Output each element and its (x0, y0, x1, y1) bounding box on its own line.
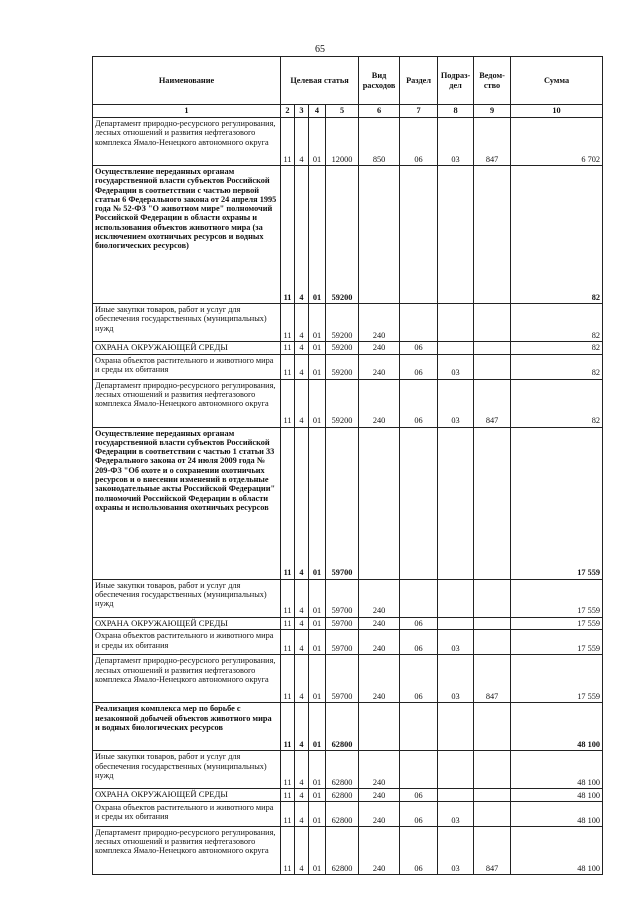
row-name: Департамент природно-ресурсного регулирования, лесных отношений и развития нефтегазового комплекса Ямало-Ненецкого автономного округа (93, 118, 281, 166)
target-article-part-1: 11 (281, 579, 295, 617)
column-number: 8 (438, 105, 474, 118)
target-article-part-1: 11 (281, 166, 295, 304)
target-article-part-2: 4 (295, 166, 309, 304)
subsection-cell: 03 (438, 118, 474, 166)
target-article-part-2: 4 (295, 342, 309, 355)
row-name: Департамент природно-ресурсного регулирования, лесных отношений и развития нефтегазового комплекса Ямало-Ненецкого автономного округа (93, 655, 281, 703)
section-cell: 06 (400, 801, 438, 826)
table-row (93, 427, 603, 579)
expense-type-cell: 240 (359, 655, 400, 703)
section-cell: 06 (400, 630, 438, 655)
section-cell (400, 427, 438, 579)
expense-type-cell: 240 (359, 826, 400, 874)
expense-type-cell: 240 (359, 342, 400, 355)
target-article-code: 59200 (326, 304, 359, 342)
row-name: Иные закупки товаров, работ и услуг для обеспечения государственных (муниципальных) нужд (93, 579, 281, 617)
table-row (93, 166, 603, 304)
header-name: Наименование (93, 57, 281, 105)
row-name: Осуществление переданных органам государственной власти субъектов Российской Федерации в соответствии с частью первой статьи 6 Федерального закона от 24 апреля 1995 года № 52-ФЗ "О животном мире" полномочий Российской Федерации в области охраны и использования объектов животного мира (за исключением охотничьих ресурсов и водных биологических ресурсов) (93, 166, 281, 304)
amount-cell: 17 559 (511, 617, 603, 630)
row-name: ОХРАНА ОКРУЖАЮЩЕЙ СРЕДЫ (93, 617, 281, 630)
subsection-cell (438, 617, 474, 630)
target-article-part-3: 01 (309, 342, 326, 355)
table-row (93, 826, 603, 874)
target-article-part-3: 01 (309, 751, 326, 789)
expense-type-cell: 240 (359, 379, 400, 427)
expense-type-cell: 240 (359, 751, 400, 789)
row-name: Департамент природно-ресурсного регулирования, лесных отношений и развития нефтегазового комплекса Ямало-Ненецкого автономного округа (93, 379, 281, 427)
department-cell (474, 427, 511, 579)
amount-cell: 48 100 (511, 751, 603, 789)
column-number: 1 (93, 105, 281, 118)
subsection-cell (438, 166, 474, 304)
target-article-code: 59200 (326, 354, 359, 379)
header-department: Ведом-ство (474, 57, 511, 105)
table-row (93, 342, 603, 355)
column-number: 7 (400, 105, 438, 118)
expense-type-cell: 240 (359, 304, 400, 342)
amount-cell: 82 (511, 354, 603, 379)
target-article-part-2: 4 (295, 304, 309, 342)
department-cell (474, 579, 511, 617)
column-number: 10 (511, 105, 603, 118)
target-article-code: 12000 (326, 118, 359, 166)
column-number: 3 (295, 105, 309, 118)
amount-cell: 48 100 (511, 826, 603, 874)
target-article-part-1: 11 (281, 342, 295, 355)
table-row (93, 655, 603, 703)
target-article-part-2: 4 (295, 703, 309, 751)
expense-type-cell: 240 (359, 617, 400, 630)
row-name: Департамент природно-ресурсного регулирования, лесных отношений и развития нефтегазового комплекса Ямало-Ненецкого автономного округа (93, 826, 281, 874)
target-article-part-1: 11 (281, 703, 295, 751)
subsection-cell: 03 (438, 655, 474, 703)
amount-cell: 82 (511, 379, 603, 427)
column-number: 2 (281, 105, 295, 118)
amount-cell: 48 100 (511, 801, 603, 826)
target-article-part-1: 11 (281, 630, 295, 655)
section-cell (400, 751, 438, 789)
table-row (93, 789, 603, 802)
target-article-part-1: 11 (281, 379, 295, 427)
target-article-part-2: 4 (295, 118, 309, 166)
subsection-cell: 03 (438, 354, 474, 379)
department-cell: 847 (474, 655, 511, 703)
department-cell (474, 617, 511, 630)
department-cell (474, 304, 511, 342)
page-number: 65 (315, 44, 325, 55)
target-article-part-3: 01 (309, 166, 326, 304)
subsection-cell (438, 703, 474, 751)
expense-type-cell: 240 (359, 801, 400, 826)
header-expense-type: Вид расходов (359, 57, 400, 105)
department-cell (474, 354, 511, 379)
amount-cell: 82 (511, 342, 603, 355)
section-cell (400, 703, 438, 751)
target-article-code: 59200 (326, 379, 359, 427)
expense-type-cell: 850 (359, 118, 400, 166)
amount-cell: 6 702 (511, 118, 603, 166)
expense-type-cell (359, 166, 400, 304)
section-cell: 06 (400, 826, 438, 874)
table-row (93, 579, 603, 617)
target-article-part-1: 11 (281, 617, 295, 630)
target-article-code: 59200 (326, 342, 359, 355)
target-article-part-3: 01 (309, 617, 326, 630)
subsection-cell (438, 579, 474, 617)
subsection-cell (438, 304, 474, 342)
expense-type-cell (359, 703, 400, 751)
department-cell (474, 166, 511, 304)
section-cell: 06 (400, 789, 438, 802)
table-row (93, 703, 603, 751)
target-article-code: 62800 (326, 826, 359, 874)
amount-cell: 48 100 (511, 703, 603, 751)
row-name: Охрана объектов растительного и животного мира и среды их обитания (93, 354, 281, 379)
target-article-part-1: 11 (281, 655, 295, 703)
subsection-cell (438, 342, 474, 355)
header-amount: Сумма (511, 57, 603, 105)
column-number: 4 (309, 105, 326, 118)
row-name: Иные закупки товаров, работ и услуг для обеспечения государственных (муниципальных) нужд (93, 304, 281, 342)
section-cell (400, 304, 438, 342)
section-cell: 06 (400, 379, 438, 427)
subsection-cell: 03 (438, 630, 474, 655)
target-article-part-2: 4 (295, 579, 309, 617)
column-number: 6 (359, 105, 400, 118)
target-article-part-3: 01 (309, 826, 326, 874)
department-cell (474, 789, 511, 802)
target-article-part-2: 4 (295, 354, 309, 379)
target-article-part-1: 11 (281, 789, 295, 802)
section-cell (400, 579, 438, 617)
amount-cell: 17 559 (511, 630, 603, 655)
row-name: ОХРАНА ОКРУЖАЮЩЕЙ СРЕДЫ (93, 789, 281, 802)
row-name: ОХРАНА ОКРУЖАЮЩЕЙ СРЕДЫ (93, 342, 281, 355)
target-article-code: 59700 (326, 630, 359, 655)
target-article-part-3: 01 (309, 354, 326, 379)
section-cell: 06 (400, 118, 438, 166)
target-article-part-3: 01 (309, 379, 326, 427)
expense-type-cell: 240 (359, 630, 400, 655)
table-row (93, 354, 603, 379)
target-article-part-3: 01 (309, 703, 326, 751)
row-name: Осуществление переданных органам государственной власти субъектов Российской Федерации в соответствии с частью 1 статьи 33 Федерального закона от 24 июля 2009 года № 209-ФЗ "Об охоте и о сохранении охотничьих ресурсов и о внесении изменений в отдельные законодательные акты Российской Федерации" полномочий Российской Федерации в области охраны и использования охотничьих ресурсов (93, 427, 281, 579)
table-row (93, 630, 603, 655)
department-cell (474, 342, 511, 355)
department-cell (474, 630, 511, 655)
budget-table (92, 56, 603, 875)
table-row (93, 379, 603, 427)
expense-type-cell: 240 (359, 354, 400, 379)
header-subsection: Подраз-дел (438, 57, 474, 105)
expense-type-cell: 240 (359, 789, 400, 802)
target-article-part-2: 4 (295, 379, 309, 427)
target-article-part-2: 4 (295, 789, 309, 802)
subsection-cell: 03 (438, 801, 474, 826)
table-row (93, 118, 603, 166)
target-article-code: 59700 (326, 579, 359, 617)
department-cell (474, 703, 511, 751)
department-cell (474, 801, 511, 826)
target-article-part-1: 11 (281, 304, 295, 342)
subsection-cell (438, 751, 474, 789)
target-article-part-1: 11 (281, 427, 295, 579)
target-article-part-1: 11 (281, 751, 295, 789)
subsection-cell (438, 427, 474, 579)
row-name: Охрана объектов растительного и животного мира и среды их обитания (93, 630, 281, 655)
target-article-code: 59200 (326, 166, 359, 304)
department-cell: 847 (474, 379, 511, 427)
table-body (93, 118, 603, 875)
header-target-article: Целевая статья (281, 57, 359, 105)
target-article-part-3: 01 (309, 427, 326, 579)
target-article-code: 62800 (326, 789, 359, 802)
amount-cell: 82 (511, 304, 603, 342)
target-article-part-3: 01 (309, 655, 326, 703)
department-cell: 847 (474, 826, 511, 874)
target-article-code: 62800 (326, 801, 359, 826)
target-article-part-1: 11 (281, 354, 295, 379)
target-article-part-2: 4 (295, 826, 309, 874)
table-row (93, 801, 603, 826)
target-article-code: 62800 (326, 751, 359, 789)
subsection-cell (438, 789, 474, 802)
row-name: Охрана объектов растительного и животного мира и среды их обитания (93, 801, 281, 826)
header-section: Раздел (400, 57, 438, 105)
amount-cell: 17 559 (511, 655, 603, 703)
table-row (93, 751, 603, 789)
target-article-part-2: 4 (295, 655, 309, 703)
subsection-cell: 03 (438, 826, 474, 874)
target-article-part-3: 01 (309, 579, 326, 617)
table-header-row (93, 57, 603, 105)
amount-cell: 82 (511, 166, 603, 304)
target-article-code: 62800 (326, 703, 359, 751)
target-article-part-3: 01 (309, 789, 326, 802)
section-cell: 06 (400, 655, 438, 703)
target-article-part-3: 01 (309, 118, 326, 166)
target-article-part-1: 11 (281, 801, 295, 826)
expense-type-cell: 240 (359, 579, 400, 617)
column-number: 9 (474, 105, 511, 118)
target-article-part-1: 11 (281, 118, 295, 166)
target-article-part-2: 4 (295, 630, 309, 655)
target-article-part-2: 4 (295, 801, 309, 826)
table-row (93, 304, 603, 342)
target-article-part-1: 11 (281, 826, 295, 874)
target-article-code: 59700 (326, 655, 359, 703)
amount-cell: 48 100 (511, 789, 603, 802)
target-article-code: 59700 (326, 617, 359, 630)
section-cell: 06 (400, 342, 438, 355)
target-article-part-2: 4 (295, 617, 309, 630)
row-name: Реализация комплекса мер по борьбе с незаконной добычей объектов животного мира и водных биологических ресурсов (93, 703, 281, 751)
column-number: 5 (326, 105, 359, 118)
row-name: Иные закупки товаров, работ и услуг для обеспечения государственных (муниципальных) нужд (93, 751, 281, 789)
subsection-cell: 03 (438, 379, 474, 427)
target-article-code: 59700 (326, 427, 359, 579)
section-cell: 06 (400, 354, 438, 379)
amount-cell: 17 559 (511, 579, 603, 617)
target-article-part-3: 01 (309, 304, 326, 342)
target-article-part-3: 01 (309, 630, 326, 655)
department-cell: 847 (474, 118, 511, 166)
column-number-row (93, 105, 603, 118)
target-article-part-2: 4 (295, 751, 309, 789)
table-row (93, 617, 603, 630)
section-cell: 06 (400, 617, 438, 630)
expense-type-cell (359, 427, 400, 579)
target-article-part-3: 01 (309, 801, 326, 826)
section-cell (400, 166, 438, 304)
department-cell (474, 751, 511, 789)
target-article-part-2: 4 (295, 427, 309, 579)
amount-cell: 17 559 (511, 427, 603, 579)
